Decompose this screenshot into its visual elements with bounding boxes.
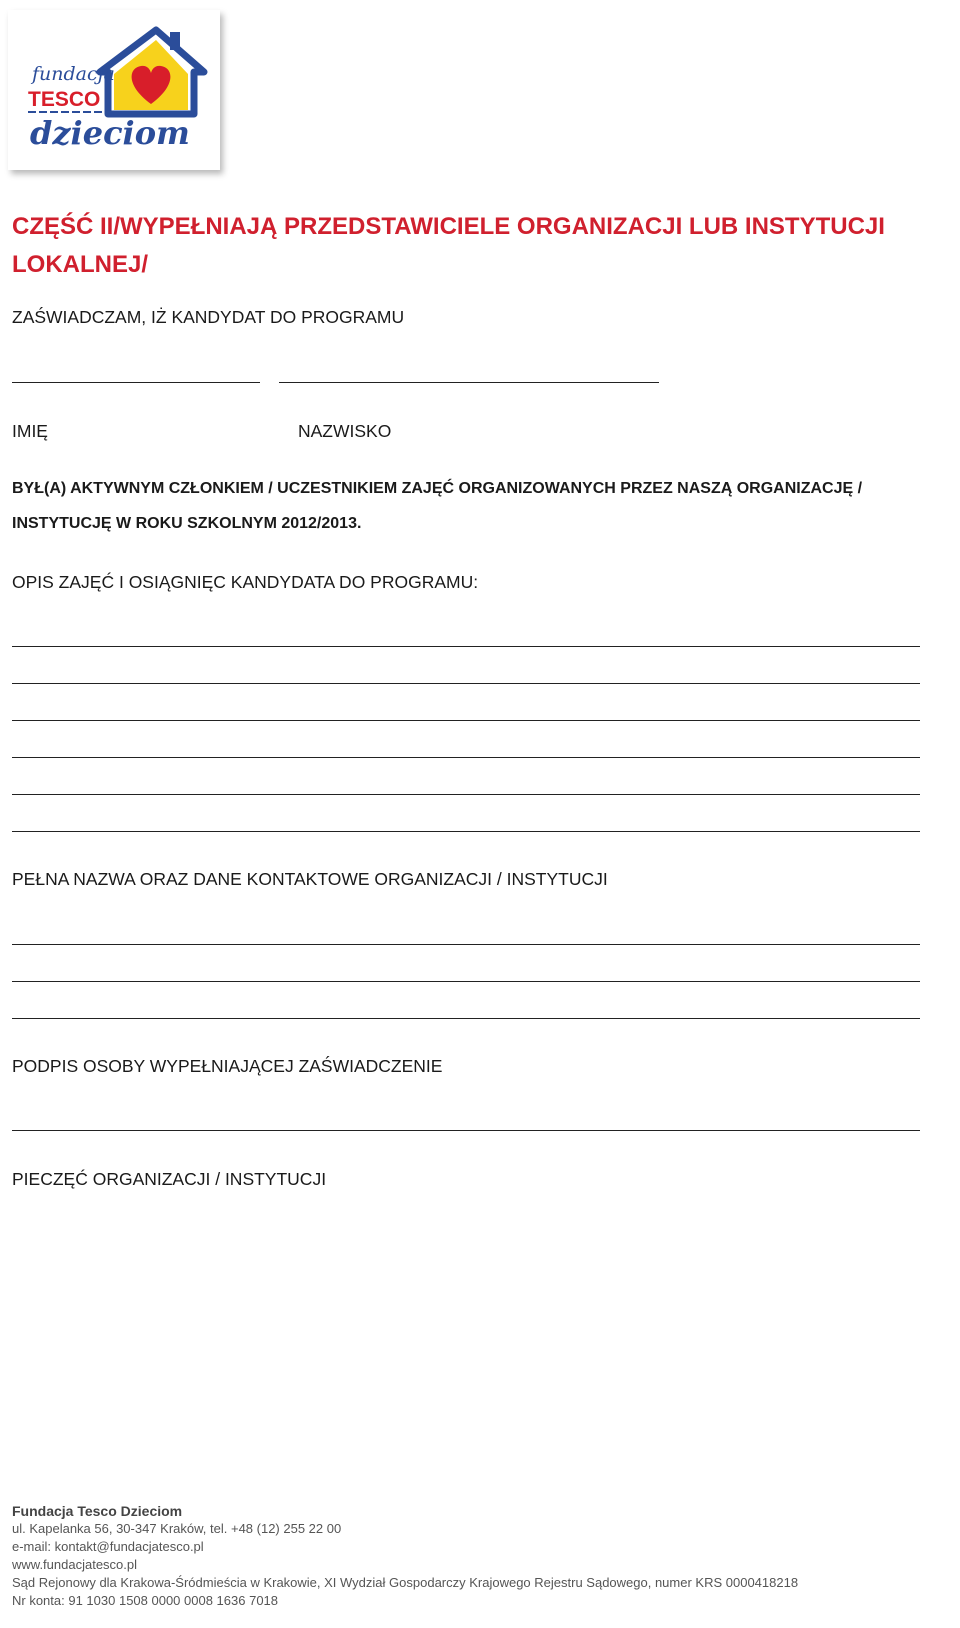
description-line-2[interactable] [12, 683, 920, 684]
organization-line-2[interactable] [12, 981, 920, 982]
description-line-1[interactable] [12, 646, 920, 647]
description-label: OPIS ZAJĘĆ I OSIĄGNIĘC KANDYDATA DO PROGRAMU: [12, 572, 479, 592]
logo-graphic [8, 10, 220, 170]
last-name-line[interactable] [279, 382, 659, 383]
first-name-label: IMIĘ [12, 421, 48, 441]
statement-line-1: BYŁ(A) AKTYWNYM CZŁONKIEM / UCZESTNIKIEM ZAJĘĆ ORGANIZOWANYCH PRZEZ NASZĄ ORGANIZACJĘ / [12, 480, 863, 497]
logo-text-tesco: TESCO [28, 88, 101, 111]
footer-org-name: Fundacja Tesco Dzieciom [12, 1503, 183, 1519]
footer-website: www.fundacjatesco.pl [12, 1557, 138, 1572]
last-name-label: NAZWISKO [298, 421, 392, 441]
description-line-3[interactable] [12, 720, 920, 721]
logo-text-fundacja: fundacja [32, 63, 115, 85]
signature-label: PODPIS OSOBY WYPEŁNIAJĄCEJ ZAŚWIADCZENIE [12, 1056, 443, 1076]
organization-line-3[interactable] [12, 1018, 920, 1019]
certify-text: ZAŚWIADCZAM, IŻ KANDYDAT DO PROGRAMU [12, 307, 405, 327]
organization-label: PEŁNA NAZWA ORAZ DANE KONTAKTOWE ORGANIZACJI / INSTYTUCJI [12, 869, 608, 889]
footer-account: Nr konta: 91 1030 1508 0000 0008 1636 7018 [12, 1593, 279, 1608]
statement-line-2: INSTYTUCJĘ W ROKU SZKOLNYM 2012/2013. [12, 515, 362, 532]
description-line-5[interactable] [12, 794, 920, 795]
footer-address: ul. Kapelanka 56, 30-347 Kraków, tel. +48 (12) 255 22 00 [12, 1521, 342, 1536]
fundacja-tesco-logo [8, 10, 220, 170]
stamp-label: PIECZĘĆ ORGANIZACJI / INSTYTUCJI [12, 1169, 327, 1189]
logo-text-dzieciom: dzieciom [30, 114, 190, 152]
footer [12, 1502, 952, 1610]
heading-line-2: LOKALNEJ/ [12, 251, 149, 278]
section-heading [12, 208, 912, 284]
organization-line-1[interactable] [12, 944, 920, 945]
first-name-line[interactable] [12, 382, 260, 383]
description-line-4[interactable] [12, 757, 920, 758]
description-line-6[interactable] [12, 831, 920, 832]
heading-line-1: CZĘŚĆ II/WYPEŁNIAJĄ PRZEDSTAWICIELE ORGANIZACJI LUB INSTYTUCJI [12, 213, 885, 240]
footer-court: Sąd Rejonowy dla Krakowa-Śródmieścia w Krakowie, XI Wydział Gospodarczy Krajowego Rejestru Sądowego, numer KRS 0000418218 [12, 1575, 799, 1590]
footer-email: e-mail: kontakt@fundacjatesco.pl [12, 1539, 204, 1554]
signature-line[interactable] [12, 1130, 920, 1131]
